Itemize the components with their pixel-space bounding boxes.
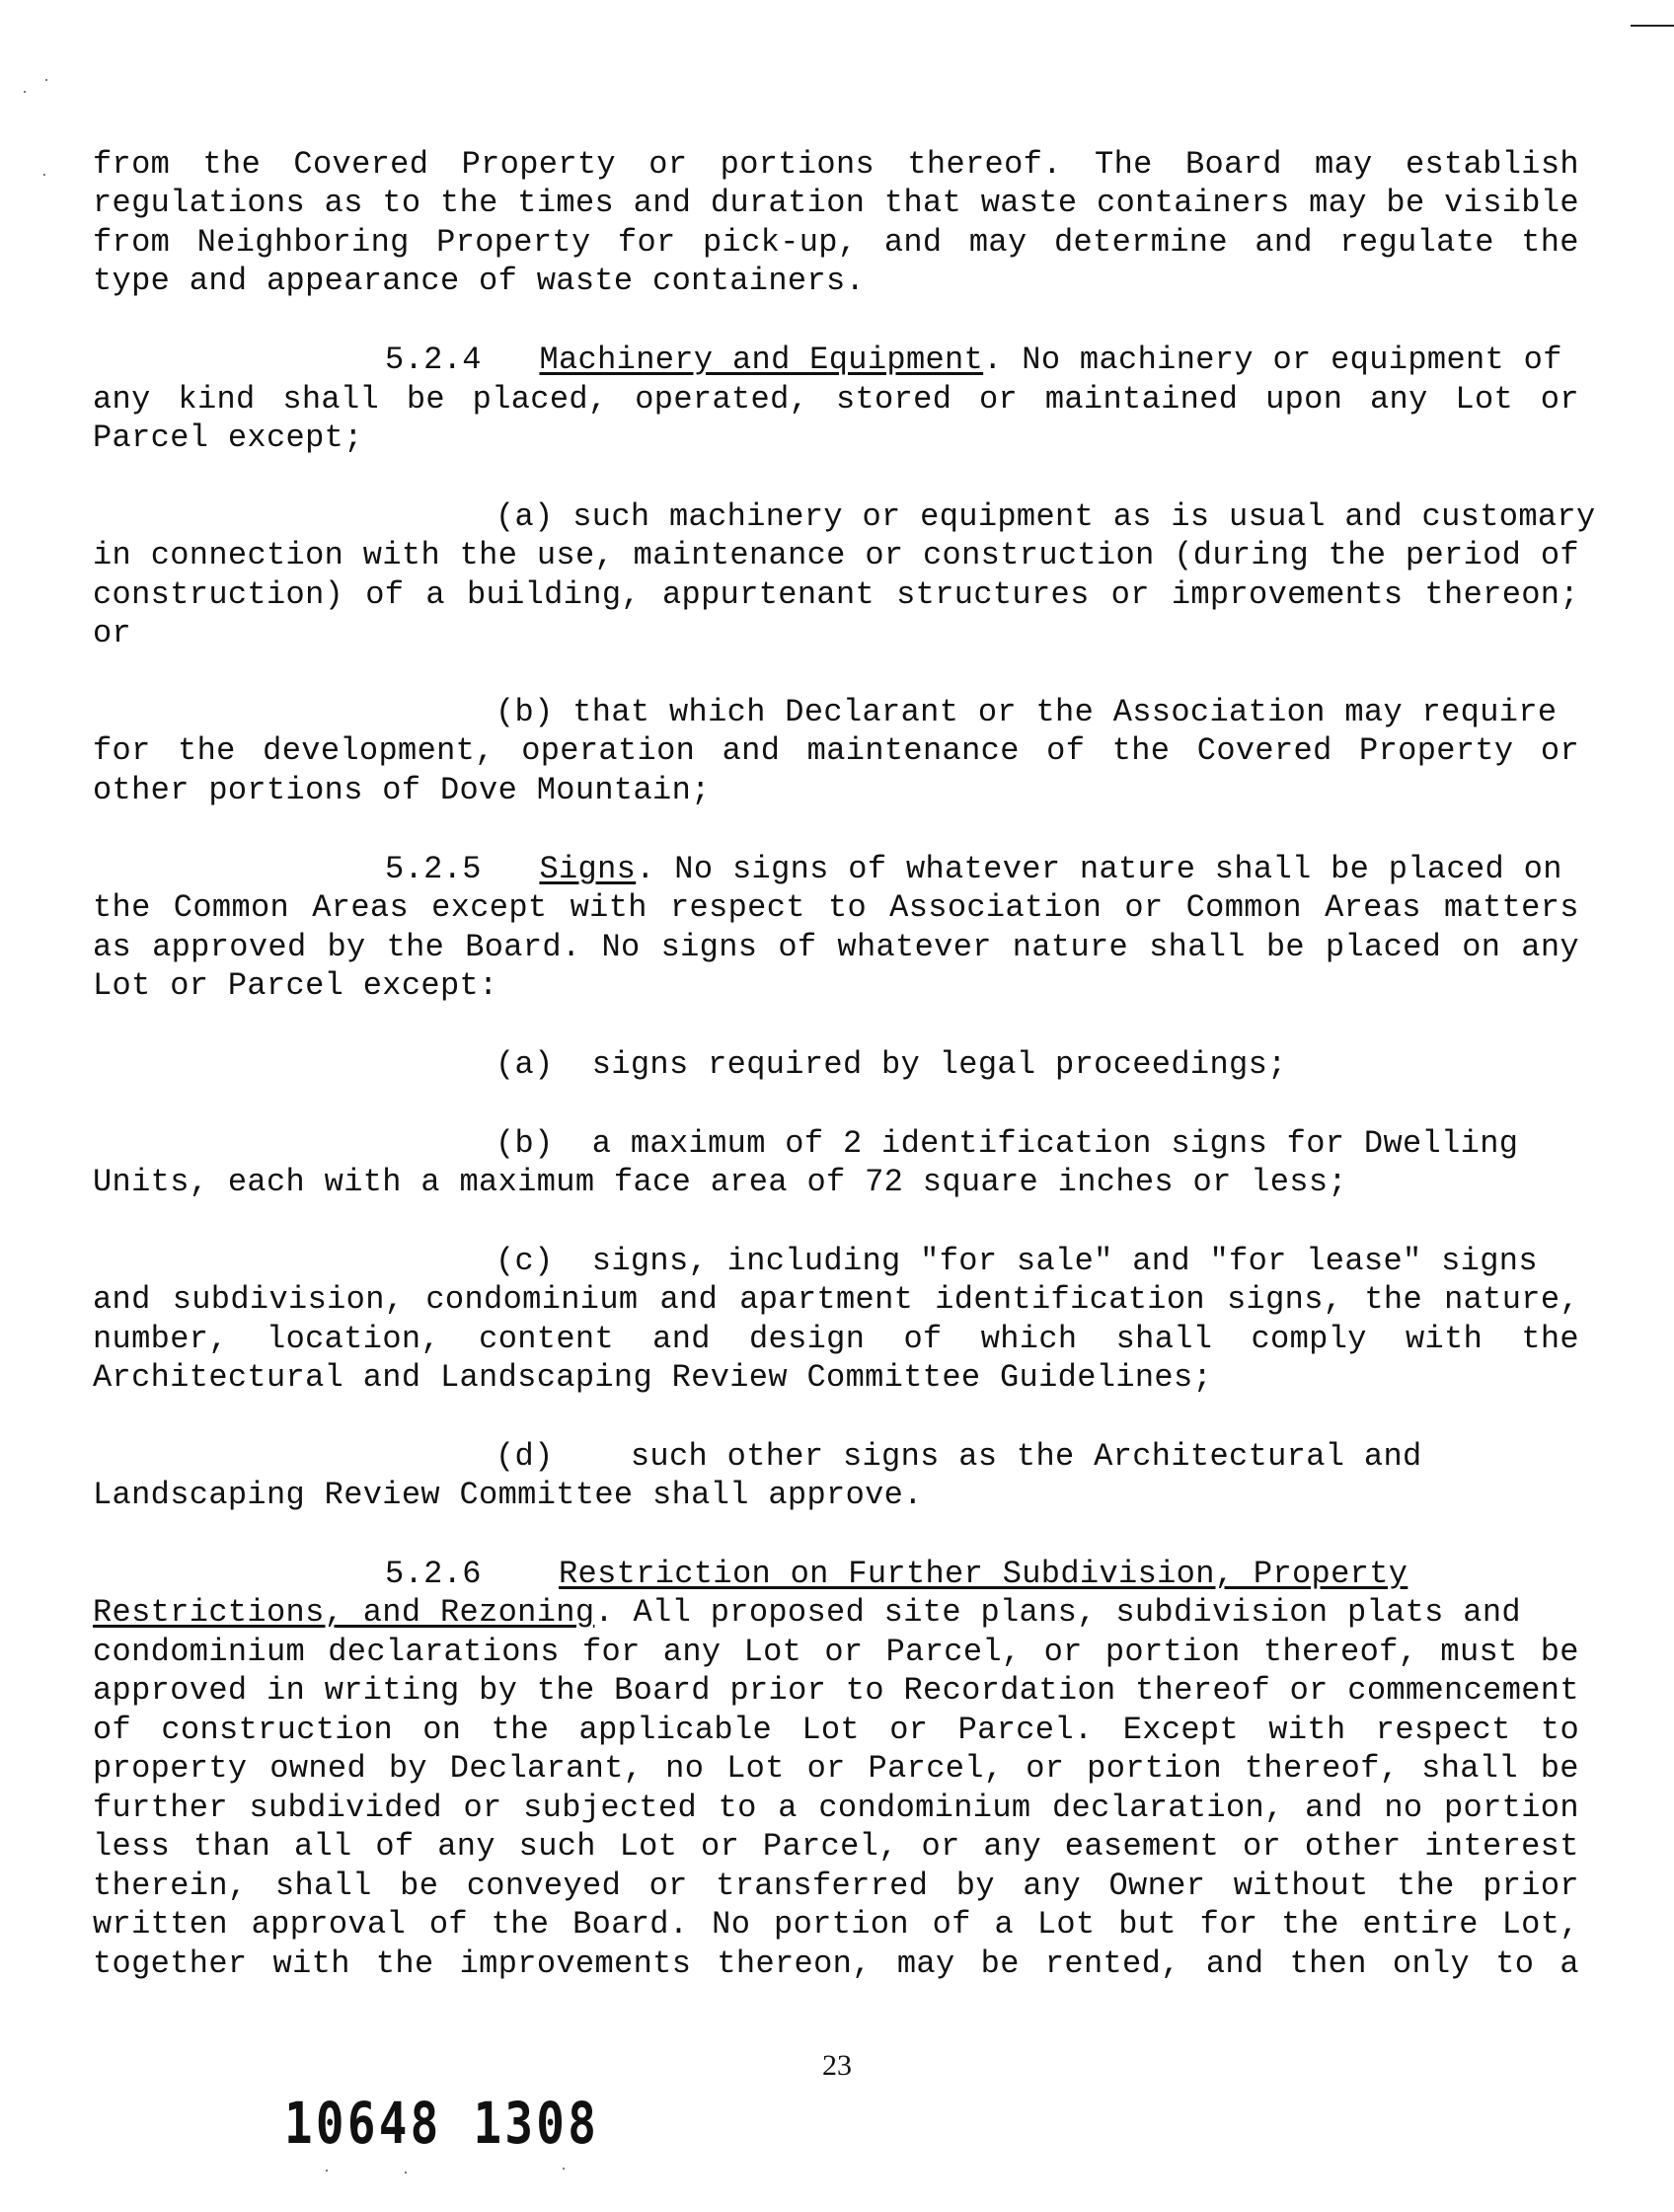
text-line: type and appearance of waste containers. xyxy=(93,263,866,299)
word: Lot xyxy=(619,1828,678,1865)
word: any xyxy=(1370,381,1428,418)
word: upon xyxy=(1265,381,1343,418)
word: and xyxy=(652,1321,711,1357)
word: development, xyxy=(263,732,495,769)
word: Lot, xyxy=(1501,1906,1579,1943)
word: number, xyxy=(93,1321,228,1357)
text-line xyxy=(93,1712,1579,1749)
word: of xyxy=(903,1321,943,1357)
word: that xyxy=(883,185,962,221)
scan-edge-mark xyxy=(1631,25,1674,27)
word: establish xyxy=(1405,146,1579,183)
word: to xyxy=(827,889,868,926)
word: the xyxy=(93,889,151,926)
word: Board. xyxy=(572,1906,689,1943)
word: prior xyxy=(729,1672,827,1709)
word: thereof, xyxy=(1262,1634,1418,1670)
word: then xyxy=(1289,1945,1367,1982)
word: Declarant, xyxy=(449,1750,644,1787)
word: shall xyxy=(282,381,380,418)
word: location, xyxy=(266,1321,440,1357)
word: approved xyxy=(152,929,307,965)
word: use, xyxy=(536,537,615,573)
word: or xyxy=(648,1868,688,1904)
word: with xyxy=(362,537,441,573)
word: improvements xyxy=(459,1945,692,1982)
word: No xyxy=(712,1906,751,1943)
word: construction xyxy=(923,537,1155,573)
word: condominium xyxy=(425,1281,639,1318)
word: period xyxy=(1405,537,1522,573)
word: no xyxy=(1384,1790,1423,1826)
word: entire xyxy=(1362,1906,1479,1943)
word: appurtenant xyxy=(661,576,875,613)
word: approval xyxy=(251,1906,407,1943)
word: may xyxy=(896,1945,955,1982)
word: duration xyxy=(710,185,866,221)
word: by xyxy=(388,1750,427,1787)
section-text: . No signs of whatever nature shall be placed on xyxy=(636,851,1562,887)
word: a xyxy=(1560,1945,1579,1982)
word: any xyxy=(662,1634,722,1670)
word: of xyxy=(93,1712,132,1748)
word: the xyxy=(178,732,236,769)
text-line xyxy=(93,1906,1579,1944)
word: declarations xyxy=(328,1634,560,1670)
word: all xyxy=(293,1828,352,1865)
word: and xyxy=(659,1281,719,1318)
word: portions xyxy=(720,146,875,183)
text-line: Lot or Parcel except: xyxy=(93,967,498,1004)
word: further xyxy=(93,1790,228,1826)
word: with xyxy=(1405,1321,1484,1357)
word: condominium xyxy=(93,1634,306,1670)
word: and xyxy=(722,732,781,769)
word: Owner xyxy=(1108,1868,1206,1904)
word: except xyxy=(431,889,548,926)
word: construction) xyxy=(93,576,344,613)
word: nature xyxy=(1012,929,1129,965)
section-number: 5.2.5 xyxy=(385,851,482,887)
signs-item-b: (b) a maximum of 2 identification signs for Dwelling xyxy=(495,1125,1519,1162)
word: such xyxy=(518,1828,596,1865)
signs-item-a: (a) signs required by legal proceedings; xyxy=(495,1046,1287,1083)
word: the xyxy=(1328,537,1387,573)
word: operation xyxy=(521,732,696,769)
word: but xyxy=(1118,1906,1177,1943)
word: interest xyxy=(1424,1828,1579,1865)
word: construction xyxy=(161,1712,393,1748)
word: and xyxy=(1255,224,1313,261)
text-line xyxy=(93,1281,1579,1319)
word: or xyxy=(1043,1634,1083,1670)
text-line: Units, each with a maximum face area of 72 square inches or less; xyxy=(93,1164,1347,1200)
word: or xyxy=(1026,1750,1065,1787)
word: Recordation xyxy=(903,1672,1116,1709)
word: of xyxy=(1540,537,1579,573)
text-line xyxy=(93,185,1579,222)
text-line xyxy=(93,381,1579,419)
text-line: Architectural and Landscaping Review Committee Guidelines; xyxy=(93,1359,1213,1396)
word: for xyxy=(581,1634,641,1670)
word: and xyxy=(1205,1945,1264,1982)
section-5-2-5-heading xyxy=(385,851,1562,888)
scan-speck xyxy=(43,174,45,176)
text-line xyxy=(93,224,1579,262)
word: the xyxy=(375,1945,434,1982)
text-line: Parcel except; xyxy=(93,420,363,456)
word: connection xyxy=(150,537,344,573)
word: Parcel, xyxy=(885,1634,1022,1670)
word: therein, xyxy=(93,1868,248,1904)
word: of xyxy=(428,1906,468,1943)
word: to xyxy=(1495,1945,1535,1982)
word: kind xyxy=(178,381,256,418)
signs-item-c: (c) signs, including "for sale" and "for lease" signs xyxy=(495,1243,1538,1279)
word: or xyxy=(978,381,1019,418)
word: by xyxy=(955,1868,995,1904)
word: the xyxy=(1397,1868,1455,1904)
word: or xyxy=(1540,732,1579,769)
text-line xyxy=(93,1321,1579,1358)
word: approved xyxy=(93,1672,248,1709)
word: property xyxy=(93,1750,248,1787)
word: the xyxy=(491,1906,550,1943)
text-line xyxy=(93,889,1579,927)
word: with xyxy=(570,889,647,926)
word: may xyxy=(1315,146,1373,183)
word: determine xyxy=(1053,224,1228,261)
word: of xyxy=(1046,732,1086,769)
scan-speck xyxy=(24,91,26,93)
word: operated, xyxy=(635,381,809,418)
section-title: Restriction on Further Subdivision, Property xyxy=(558,1556,1408,1592)
scan-speck xyxy=(45,79,47,81)
word: respect xyxy=(1375,1712,1511,1748)
signs-item-d: (d) such other signs as the Architectural and xyxy=(495,1438,1422,1475)
word: building, xyxy=(466,576,641,613)
recording-stamp: 10648 1308 xyxy=(284,2090,600,2157)
word: pick-up, xyxy=(702,224,858,261)
word: signs, xyxy=(1227,1281,1343,1318)
word: Neighboring xyxy=(196,224,410,261)
word: Board. xyxy=(465,929,581,965)
word: Covered xyxy=(1196,732,1332,769)
word: less xyxy=(93,1828,171,1865)
word: may xyxy=(1309,185,1367,221)
word: or xyxy=(1110,576,1150,613)
word: content xyxy=(479,1321,615,1357)
word: regulations xyxy=(93,185,306,221)
word: times xyxy=(517,185,615,221)
word: thereof, xyxy=(1244,1750,1400,1787)
word: portion xyxy=(1104,1634,1241,1670)
text-line xyxy=(93,537,1579,574)
word: the xyxy=(386,929,445,965)
word: or xyxy=(824,1634,864,1670)
word: be xyxy=(1540,1634,1579,1670)
word: Common xyxy=(173,889,290,926)
word: or xyxy=(1289,1672,1329,1709)
word: in xyxy=(93,537,132,573)
word: regulate xyxy=(1339,224,1494,261)
word: Lot xyxy=(1455,381,1514,418)
word: placed xyxy=(1325,929,1442,965)
section-text: . All proposed site plans, subdivision plats and xyxy=(594,1594,1521,1631)
word: Lot xyxy=(1036,1906,1096,1943)
word: to xyxy=(1540,1712,1579,1748)
word: prior xyxy=(1483,1868,1579,1904)
word: Covered xyxy=(293,146,429,183)
word: shall xyxy=(1421,1750,1518,1787)
word: or xyxy=(701,1828,740,1865)
word: any xyxy=(437,1828,495,1865)
word: written xyxy=(93,1906,228,1943)
word: the xyxy=(1281,1906,1339,1943)
word: and xyxy=(1305,1790,1363,1826)
word: maintained xyxy=(1044,381,1239,418)
word: portion xyxy=(1087,1750,1223,1787)
word: signs xyxy=(660,929,758,965)
word: or xyxy=(889,1712,929,1748)
word: of xyxy=(932,1906,971,1943)
word: on xyxy=(1462,929,1501,965)
text-line xyxy=(93,1634,1579,1671)
section-5-2-4-heading xyxy=(385,342,1562,379)
word: the xyxy=(536,1672,595,1709)
word: The xyxy=(1095,146,1153,183)
word: structures xyxy=(896,576,1090,613)
word: matters xyxy=(1443,889,1579,926)
word: maintenance xyxy=(633,537,846,573)
text-line xyxy=(93,1868,1579,1905)
word: or xyxy=(806,1750,846,1787)
word: without xyxy=(1233,1868,1369,1904)
word: or xyxy=(865,537,904,573)
word: Except xyxy=(1122,1712,1240,1748)
scan-speck xyxy=(563,2168,565,2170)
word: shall xyxy=(1149,929,1246,965)
word: portion xyxy=(774,1906,909,1943)
word: Property xyxy=(436,224,591,261)
word: shall xyxy=(1115,1321,1213,1357)
word: from xyxy=(93,146,171,183)
text-line xyxy=(93,1672,1579,1710)
word: of xyxy=(365,576,405,613)
word: to xyxy=(845,1672,884,1709)
word: Parcel. xyxy=(957,1712,1094,1748)
word: thereon; xyxy=(1424,576,1579,613)
word: a xyxy=(425,576,445,613)
word: or xyxy=(648,146,688,183)
word: thereof. xyxy=(907,146,1062,183)
section-title: Restrictions, and Rezoning xyxy=(93,1594,595,1631)
word: Areas xyxy=(1325,889,1421,926)
word: the xyxy=(440,185,498,221)
word: Lot xyxy=(801,1712,860,1748)
word: the xyxy=(202,146,262,183)
word: to xyxy=(382,185,421,221)
word: easement xyxy=(1064,1828,1220,1865)
section-number: 5.2.4 xyxy=(385,342,482,378)
text-line: or xyxy=(93,615,132,651)
word: apartment xyxy=(739,1281,914,1318)
word: applicable xyxy=(578,1712,773,1748)
word: Property xyxy=(461,146,616,183)
word: Lot xyxy=(726,1750,785,1787)
word: to xyxy=(718,1790,757,1826)
page-number: 23 xyxy=(822,2049,852,2082)
word: commencement xyxy=(1347,1672,1579,1709)
word: and xyxy=(633,185,692,221)
word: containers xyxy=(1097,185,1290,221)
word: be xyxy=(400,1868,439,1904)
word: any xyxy=(93,381,151,418)
word: Board xyxy=(1184,146,1282,183)
word: than xyxy=(192,1828,271,1865)
word: whatever xyxy=(837,929,992,965)
word: maintenance xyxy=(806,732,1020,769)
word: must xyxy=(1440,1634,1518,1670)
word: the xyxy=(1521,224,1579,261)
word: visible xyxy=(1444,185,1579,221)
word: as xyxy=(324,185,363,221)
word: the xyxy=(491,1712,550,1748)
word: be xyxy=(1265,929,1305,965)
text-line xyxy=(93,732,1579,770)
word: Common xyxy=(1185,889,1302,926)
word: rented, xyxy=(1044,1945,1180,1982)
word: or xyxy=(1540,381,1579,418)
word: and xyxy=(883,224,943,261)
word: be xyxy=(980,1945,1020,1982)
word: by xyxy=(479,1672,518,1709)
text-line xyxy=(93,146,1579,184)
word: placed, xyxy=(472,381,608,418)
word: from xyxy=(93,224,171,261)
text-line xyxy=(93,1945,1579,1983)
text-line: Landscaping Review Committee shall approve. xyxy=(93,1477,923,1513)
word: a xyxy=(994,1906,1015,1943)
word: design xyxy=(748,1321,866,1357)
word: only xyxy=(1392,1945,1471,1982)
text-line: other portions of Dove Mountain; xyxy=(93,772,711,808)
word: be xyxy=(1386,185,1425,221)
word: comply xyxy=(1251,1321,1367,1357)
word: (during xyxy=(1174,537,1310,573)
word: subjected xyxy=(523,1790,698,1826)
text-line xyxy=(93,1594,1521,1632)
word: together xyxy=(93,1945,248,1982)
text-line xyxy=(93,576,1579,614)
word: Association xyxy=(889,889,1103,926)
word: respect xyxy=(669,889,805,926)
section-title: Signs xyxy=(539,851,637,887)
section-text: . No machinery or equipment of xyxy=(983,342,1562,378)
word: any xyxy=(1521,929,1579,965)
word: for xyxy=(617,224,676,261)
word: on xyxy=(422,1712,462,1748)
scan-speck xyxy=(405,2172,407,2174)
word: declaration, xyxy=(1051,1790,1284,1826)
word: the xyxy=(1521,1321,1579,1357)
word: and xyxy=(93,1281,151,1318)
text-line xyxy=(93,1828,1579,1866)
word: condominium xyxy=(818,1790,1031,1826)
word: Parcel, xyxy=(762,1828,898,1865)
word: No xyxy=(601,929,641,965)
word: the xyxy=(1111,732,1171,769)
word: owned xyxy=(269,1750,367,1787)
word: for xyxy=(1199,1906,1258,1943)
word: as xyxy=(93,929,132,965)
word: or xyxy=(1242,1828,1282,1865)
word: a xyxy=(778,1790,798,1826)
word: Areas xyxy=(312,889,410,926)
word: identification xyxy=(935,1281,1205,1318)
word: of xyxy=(778,929,817,965)
text-line xyxy=(93,1790,1579,1827)
word: subdivision, xyxy=(172,1281,405,1318)
word: writing xyxy=(324,1672,460,1709)
word: other xyxy=(1304,1828,1402,1865)
word: conveyed xyxy=(466,1868,622,1904)
word: any xyxy=(1023,1868,1082,1904)
word: which xyxy=(980,1321,1078,1357)
word: be xyxy=(1540,1750,1579,1787)
word: shall xyxy=(274,1868,372,1904)
section-title: Machinery and Equipment xyxy=(539,342,984,378)
word: or xyxy=(921,1828,960,1865)
text-line xyxy=(93,1750,1579,1788)
word: transferred xyxy=(716,1868,929,1904)
word: stored xyxy=(835,381,952,418)
word: subdivided xyxy=(249,1790,442,1826)
word: nature, xyxy=(1444,1281,1579,1318)
word: be xyxy=(406,381,445,418)
word: Board xyxy=(614,1672,711,1709)
word: may xyxy=(968,224,1027,261)
word: no xyxy=(665,1750,705,1787)
word: by xyxy=(327,929,366,965)
word: Parcel, xyxy=(868,1750,1004,1787)
word: thereof xyxy=(1135,1672,1271,1709)
word: of xyxy=(375,1828,415,1865)
word: improvements xyxy=(1171,576,1404,613)
word: or xyxy=(1124,889,1164,926)
word: Lot xyxy=(743,1634,802,1670)
scan-speck xyxy=(326,2170,328,2172)
list-item-b: (b) that which Declarant or the Association may require xyxy=(495,694,1558,730)
word: with xyxy=(1268,1712,1346,1748)
word: or xyxy=(463,1790,502,1826)
word: any xyxy=(983,1828,1042,1865)
text-line xyxy=(93,929,1579,966)
word: with xyxy=(272,1945,350,1982)
word: the xyxy=(459,537,518,573)
list-item-a: (a) such machinery or equipment as is usual and customary xyxy=(495,498,1596,535)
word: in xyxy=(266,1672,306,1709)
word: the xyxy=(1364,1281,1423,1318)
section-number: 5.2.6 xyxy=(385,1556,482,1592)
word: waste xyxy=(980,185,1078,221)
word: thereon, xyxy=(717,1945,872,1982)
word: portion xyxy=(1444,1790,1579,1826)
word: Property xyxy=(1359,732,1514,769)
word: for xyxy=(93,732,151,769)
section-5-2-6-heading xyxy=(385,1556,1408,1593)
